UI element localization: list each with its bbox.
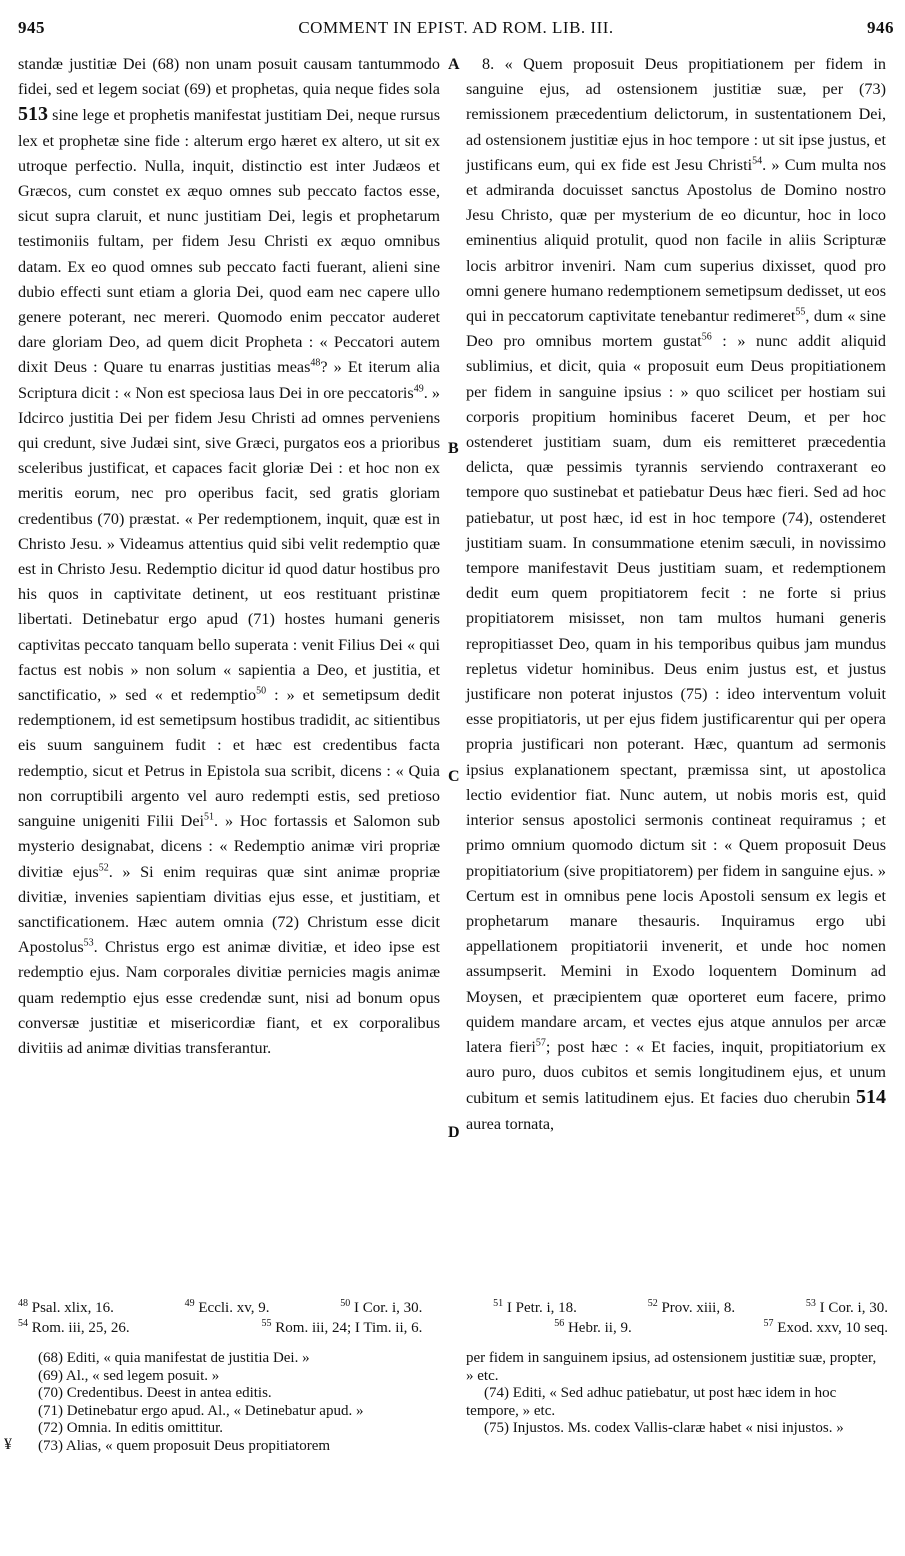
scripture-footnotes <box>18 1298 888 1338</box>
right-column <box>466 52 886 1137</box>
footnote-50: $^{50}$ I Cor. i, 30. <box>340 1298 423 1316</box>
scripture-ref-57: 57 <box>535 1037 546 1049</box>
margin-letter-b: B <box>448 440 459 457</box>
scripture-ref-55: 55 <box>795 306 806 318</box>
scripture-ref-53: 53 <box>83 937 94 949</box>
scripture-ref-54: 54 <box>752 155 763 167</box>
scripture-ref-56: 56 <box>701 331 712 343</box>
note-69: (69) Al., « sed legem posuit. » <box>38 1367 220 1384</box>
footnote-53: $^{53}$ I Cor. i, 30. <box>805 1298 888 1316</box>
margin-mark: ¥ <box>4 1436 12 1453</box>
note-73: (73) Alias, « quem proposuit Deus propitiatorem <box>38 1437 331 1454</box>
footnote-51: $^{51}$ I Petr. i, 18. <box>493 1298 577 1316</box>
column-number-514: 514 <box>856 1086 887 1109</box>
page-number-right: 946 <box>867 18 894 37</box>
right-column-text: 8. « Quem proposuit Deus propitiationem per fidem in sanguine ejus, ad ostensionem justitiæ suæ, per (73) remissionem præcedentium delictorum, in sustentationem Dei, ad ostensionem justitiæ ejus in hoc tempore : ut sit ipse justus, et justificans eum, qui ex fide est Jesu Christi$^{54}$. » Cum multa nos et admiranda docuisset sanctus Apostolus de Domino nostro Jesu Christo, quæ per mysterium de eo dicuntur, hoc in loco eminentius aliquid protulit, quod non facile in aliis Scripturæ locis arbitror inveniri. Nam cum superius dixisset, quod pro omni genere humano redemptionem semetipsum dedisset, ut eos qui in peccatorum captivitate tenebantur redimeret$^{55}$, dum « sine Deo pro omnibus mortem gustat$^{56}$ : » nunc addit aliquid sublimius, et dicit, quia « proposuit eum Deus propitiationem per fidem in sanguine ipsius : » quo scilicet per hostiam sui corporis propitium hominibus faceret Deum, et per hoc ostenderet justitiam suam, dum eis remitteret præcedentia delicta, quæ pessimis tyrannis serviendo contraxerant eo tempore quo sustinebat et patiebatur Deus hæc fieri. Sed ad hoc patiebatur, ut post hæc, id est in hoc tempore (74), ostenderet justitiam suam. In consummatione etenim sæculi, in novissimo tempore manifestavit Deus justitiam suam, et redemptionem dedit eum quem propitiatorem fecit : ne forte si prius propitiatorem misisset, non tam multos humani generis repropitiasset Deo, quam in his temporibus quibus jam mundus repletus videtur hominibus. Deus enim justus est, et justus justificare non poterat injustos (75) : ideo interventum voluit esse propitiatoris, ut per ejus fidem justificarentur qui per opera propria justificari non poterant. Hæc, quantum ad sermonis ipsius explanationem spectant, præmissa sint, ut apostolica lectio evidentior fiat. Nunc autem, ut nobis moris est, quid interior sensus apostolici sermonis contineat requiramus ; et primo omnium quomodo dictum sit : « Quem proposuit Deus propitiatorium (sive propitiatorem) per fidem in sanguine ejus. » Certum est in omnibus pene locis Apostoli sensum ex legis et prophetarum manare thesauris. Inquiramus ergo ubi appellationem propitiatorii invenerit, et unde hoc nomen assumpserit. Memini in Exodo loquentem Dominum ad Moysen, et præcipientem quæ oporteret eum facere, primo quidem mandare arcam, et vectes ejus atque annulos per arcæ latera fieri$^{57}$; post hæc : « Et facies, inquit, propitiatorium ex auro puro, duos cubitos et semis longitudinem ejus, et unum cubitum et semis latitudinem ejus. Et facies duo cherubin 514 aurea tornata, <box>466 55 887 1133</box>
note-68: (68) Editi, « quia manifestat de justitia Dei. » <box>38 1350 310 1366</box>
critical-notes-right <box>466 1350 886 1438</box>
footnote-52: $^{52}$ Prov. xiii, 8. <box>647 1298 736 1316</box>
footnote-48: $^{48}$ Psal. xlix, 16. <box>18 1298 114 1316</box>
note-75: (75) Injustos. Ms. codex Vallis-claræ habet « nisi injustos. » <box>484 1420 844 1437</box>
critical-notes-left <box>38 1350 448 1456</box>
note-72: (72) Omnia. In editis omittitur. <box>38 1420 223 1437</box>
left-column <box>18 52 440 1061</box>
scripture-ref-49: 49 <box>413 383 424 395</box>
scripture-ref-52: 52 <box>98 862 109 874</box>
footnote-56: $^{56}$ Hebr. ii, 9. <box>554 1318 632 1336</box>
note-71: (71) Detinebatur ergo apud. Al., « Detinebatur apud. » <box>38 1402 364 1419</box>
margin-letter-c: C <box>448 768 460 785</box>
margin-letter-d: D <box>448 1124 460 1141</box>
margin-letter-a: A <box>448 56 460 73</box>
running-header <box>18 18 894 42</box>
footnote-55: $^{55}$ Rom. iii, 24; I Tim. ii, 6. <box>261 1318 423 1336</box>
scripture-footnotes-row-1 <box>18 1298 888 1318</box>
footnote-54: $^{54}$ Rom. iii, 25, 26. <box>18 1318 130 1336</box>
note-74: (74) Editi, « Sed adhuc patiebatur, ut post hæc idem in hoc tempore, » etc. <box>466 1385 837 1419</box>
footnote-57: $^{57}$ Exod. xxv, 10 seq. <box>763 1318 888 1336</box>
scripture-footnotes-row-2 <box>18 1318 888 1338</box>
scripture-ref-48: 48 <box>310 358 321 370</box>
scripture-ref-50: 50 <box>256 685 267 697</box>
running-title: COMMENT IN EPIST. AD ROM. LIB. III. <box>298 18 614 37</box>
note-70: (70) Credentibus. Deest in antea editis. <box>38 1385 272 1402</box>
scripture-ref-51: 51 <box>204 811 215 823</box>
footnote-49: $^{49}$ Eccli. xv, 9. <box>184 1298 270 1316</box>
page-number-left: 945 <box>18 18 45 37</box>
column-number-513: 513 <box>18 103 48 126</box>
note-73-continued: per fidem in sanguinem ipsius, ad ostensionem justitiæ suæ, propter, » etc. <box>466 1350 877 1384</box>
left-column-text: standæ justitiæ Dei (68) non unam posuit causam tantummodo fidei, sed et legem sociat (69) et prophetas, quia neque fides sola 513 sine lege et prophetis manifestat justitiam Dei, neque rursus lex et prophetæ sine fide : alterum ergo hæret ex altero, ut sit ex utroque perfectio. Nulla, inquit, distinctio est inter Judæos et Græcos, cum constet ex æquo omnes sub peccato factos esse, sicut supra claruit, et nunc justitiam Dei, legis et prophetarum testimoniis fultam, per fidem Jesu Christi ex æquo omnibus datam. Ex eo quod omnes sub peccato facti fuerant, alieni sine dubio effecti sunt etiam a gloria Dei, quod eam nec capere ullo genere poterant, nec mereri. Quomodo enim peccator auderet dare gloriam Deo, ad quem dicit Propheta : « Peccatori autem dixit Deus : Quare tu enarras justitias meas$^{48}$? » Et iterum alia Scriptura dicit : « Non est speciosa laus Dei in ore peccatoris$^{49}$. » Idcirco justitia Dei per fidem Jesu Christi ad omnes perveniens qui credunt, sive Judæi sint, sive Græci, purgatos eos a prioribus sceleribus justificat, et capaces facit gloriæ Dei : et hoc non ex meritis eorum, nec pro operibus facit, sed gratis gloriam credentibus (70) præstat. « Per redemptionem, inquit, quæ est in Christo Jesu. » Videamus attentius quid sibi velit redemptio quæ est in Christo Jesu. Redemptio dicitur id quod datur hostibus pro his quos in captivitate detinent, ut eos restituant pristinæ libertati. Detinebatur ergo apud (71) hostes humani generis captivitas peccato tanquam bello superata : venit Filius Dei « qui factus est nobis » non solum « sapientia a Deo, et justitia, et sanctificatio, » sed « et redemptio$^{50}$ : » et semetipsum dedit redemptionem, id est semetipsum hostibus tradidit, ac sitientibus eis suum sanguinem fudit : et hæc est credentibus facta redemptio, sicut et Petrus in Epistola sua scribit, dicens : « Quia non corruptibili argento vel auro redempti estis, sed pretioso sanguine unigeniti Filii Dei$^{51}$. » Hoc fortassis et Salomon sub mysterio designabat, dicens : « Redemptio animæ viri propriæ divitiæ ejus$^{52}$. » Si enim requiras quæ sint animæ propriæ divitiæ, invenies sapientiam divitias ejus esse, et justitiam, et sanctificationem. Hæc autem omnia (72) Christum esse dicit Apostolus$^{53}$. Christus ergo est animæ divitiæ, et ideo ipse est redemptio ejus. Nam corporales divitiæ pernicies magis animæ quam redemptio ejus esse credendæ sunt, nisi ad bonum opus conversæ justitiæ et misericordiæ fiant, et ex corporalibus divitiis ad animæ divitias transferantur. <box>18 55 441 1057</box>
